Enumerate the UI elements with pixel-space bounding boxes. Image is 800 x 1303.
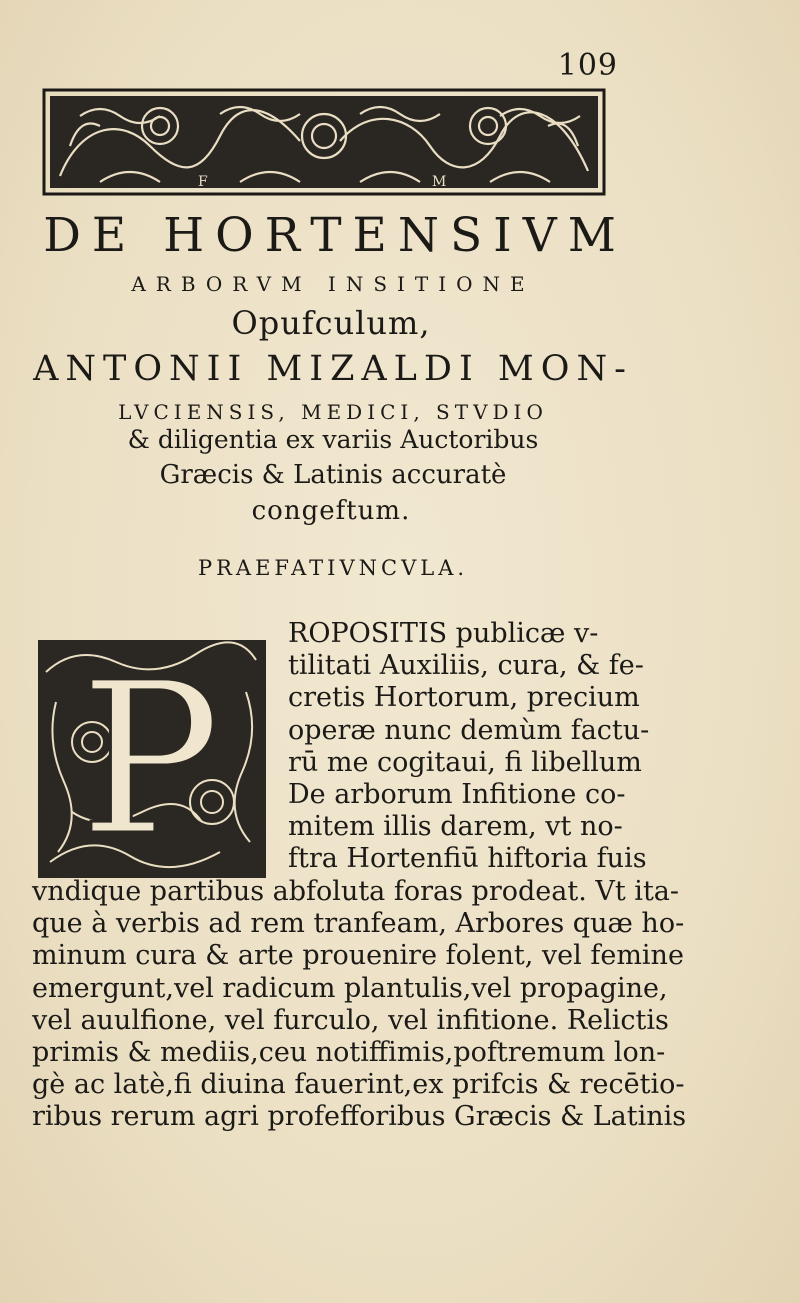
title-line-6: & diligentia ex variis Auctoribus (127, 425, 539, 454)
decorated-initial (32, 632, 280, 894)
text-line: vel auulfione, vel furculo, vel infitione. Relictis (32, 1004, 669, 1036)
headpiece-letter-f: F (198, 174, 208, 190)
text-line: vndique partibus abfoluta foras prodeat. Vt ita- (32, 876, 680, 907)
text-line: gè ac latè,fi diuina fauerint,ex prifcis & recētio- (32, 1069, 685, 1101)
title-line-5: LVCIENSIS, MEDICI, STVDIO (118, 400, 548, 424)
text-line: ftra Hortenfiū hiftoria fuis (288, 843, 647, 875)
title-line-8: congeftum. (251, 496, 411, 526)
initial-letter: P (79, 637, 221, 882)
text-line: que à verbis ad rem tranfeam, Arbores quæ ho- (32, 908, 685, 940)
text-line: minum cura & arte prouenire folent, vel femine (32, 940, 684, 972)
title-line-7: Græcis & Latinis accuratè (159, 460, 507, 490)
text-line: tilitati Auxiliis, cura, & fe- (288, 650, 644, 682)
text-line: ROPOSITIS publicæ v- (288, 618, 599, 649)
text-line: cretis Hortorum, precium (288, 682, 640, 714)
title-line-4: ANTONII MIZALDI MON- (33, 349, 633, 389)
title-line-2: ARBORVM INSITIONE (131, 272, 535, 296)
title-line-3: Opufculum, (231, 304, 431, 342)
headpiece-letter-m: M (432, 174, 447, 190)
text-line: emergunt,vel radicum plantulis,vel propagine, (32, 972, 668, 1004)
text-line: mitem illis darem, vt no- (288, 811, 623, 843)
full-paragraph (32, 876, 686, 1134)
section-heading: PRAEFATIVNCVLA. (197, 556, 469, 580)
text-line: operæ nunc demùm factu- (288, 714, 650, 746)
text-line: ribus rerum agri profefforibus Græcis & Latinis (32, 1101, 687, 1133)
text-line: primis & mediis,ceu notiffimis,poftremum lon- (32, 1036, 666, 1068)
indented-paragraph (288, 618, 649, 876)
text-line: rū me cogitaui, fi libellum (288, 746, 642, 778)
ornamental-headpiece (40, 86, 608, 198)
text-line: De arborum Infitione co- (288, 778, 626, 810)
title-line-1: DE HORTENSIVM (43, 208, 627, 263)
page-number: 109 (557, 48, 618, 83)
